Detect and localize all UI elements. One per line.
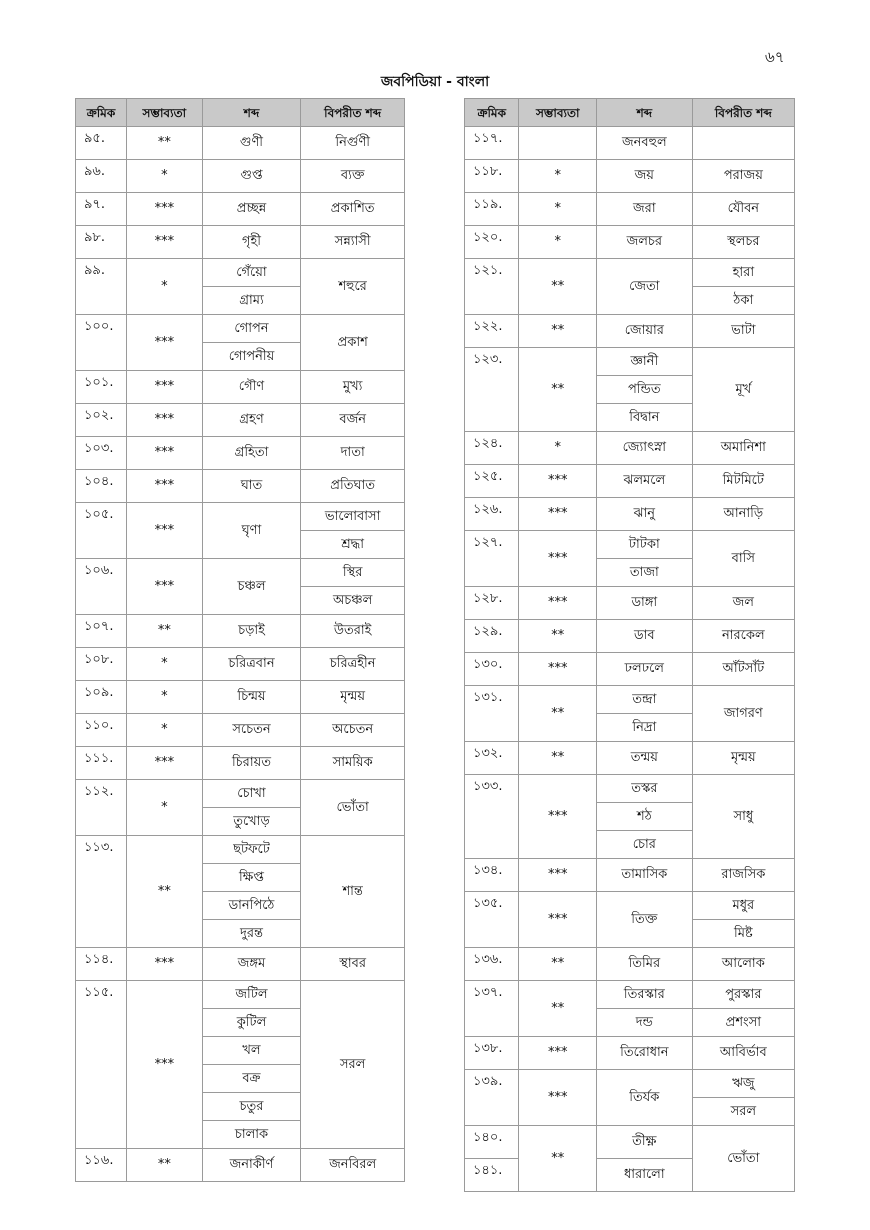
word-cell: গৌণ — [202, 371, 301, 404]
antonym-cell: অচেতন — [301, 714, 405, 747]
probability-cell: *** — [126, 371, 202, 404]
word-cell: জরা — [596, 193, 692, 226]
table-row — [76, 259, 405, 287]
serial-cell: ১২৮. — [465, 587, 519, 620]
page-title: জবপিডিয়া - বাংলা — [380, 74, 490, 90]
word-cell: জেতা — [596, 259, 692, 315]
antonym-cell: রাজসিক — [692, 859, 794, 892]
antonym-cell: আঁটসাঁট — [692, 653, 794, 686]
serial-cell: ১৩৯. — [465, 1070, 519, 1126]
antonym-cell: চরিত্রহীন — [301, 648, 405, 681]
serial-cell: ১১৪. — [76, 948, 127, 981]
word-cell: জনাকীর্ণ — [202, 1149, 301, 1182]
word-cell: চিন্ময় — [202, 681, 301, 714]
word-cell: চালাক — [202, 1121, 301, 1149]
probability-cell: *** — [519, 1070, 597, 1126]
header-serial: ক্রমিক — [465, 99, 519, 127]
antonym-cell: ঋজু — [692, 1070, 794, 1098]
probability-cell: *** — [519, 775, 597, 859]
word-cell: জঙ্গম — [202, 948, 301, 981]
header-serial: ক্রমিক — [76, 99, 127, 127]
table-row — [465, 465, 795, 498]
table-row — [76, 981, 405, 1009]
antonym-cell: সরল — [692, 1098, 794, 1126]
probability-cell: ** — [519, 981, 597, 1037]
probability-cell: ** — [519, 315, 597, 348]
table-row — [465, 498, 795, 531]
table-row — [465, 742, 795, 775]
word-cell: জয় — [596, 160, 692, 193]
table-row — [465, 1126, 795, 1159]
probability-cell — [519, 127, 597, 160]
table-row — [76, 559, 405, 587]
serial-cell: ১১০. — [76, 714, 127, 747]
word-cell: চোর — [596, 831, 692, 859]
word-cell: ডানপিঠে — [202, 892, 301, 920]
probability-cell: ** — [519, 620, 597, 653]
word-cell: চঞ্চল — [202, 559, 301, 615]
antonym-cell: জাগরণ — [692, 686, 794, 742]
serial-cell: ১০৩. — [76, 437, 127, 470]
word-cell: খল — [202, 1037, 301, 1065]
word-cell: জ্যোৎস্না — [596, 432, 692, 465]
serial-cell: ১৪০. — [465, 1126, 519, 1159]
serial-cell: ১৩১. — [465, 686, 519, 742]
table-row — [76, 615, 405, 648]
word-cell: চোখা — [202, 780, 301, 808]
antonym-cell: শ্রদ্ধা — [301, 531, 405, 559]
serial-cell: ১২৯. — [465, 620, 519, 653]
antonym-cell: মৃন্ময় — [301, 681, 405, 714]
table-row — [465, 1037, 795, 1070]
table-row — [465, 315, 795, 348]
probability-cell: ** — [519, 1126, 597, 1192]
probability-cell: ** — [519, 948, 597, 981]
probability-cell: * — [126, 648, 202, 681]
word-cell: চড়াই — [202, 615, 301, 648]
table-row — [76, 836, 405, 864]
word-cell: গুণী — [202, 127, 301, 160]
antonym-table-left — [75, 98, 405, 1182]
word-cell: গোপনীয় — [202, 343, 301, 371]
header-probability: সম্ভাব্যতা — [126, 99, 202, 127]
antonym-cell: ভোঁতা — [301, 780, 405, 836]
word-cell: ঘৃণা — [202, 503, 301, 559]
serial-cell: ১২৪. — [465, 432, 519, 465]
serial-cell: ১১৯. — [465, 193, 519, 226]
probability-cell: *** — [126, 226, 202, 259]
word-cell: গেঁয়ো — [202, 259, 301, 287]
table-row — [465, 531, 795, 559]
word-cell: তুখোড় — [202, 808, 301, 836]
serial-cell: ১৩০. — [465, 653, 519, 686]
word-cell: ক্ষিপ্ত — [202, 864, 301, 892]
table-row — [465, 620, 795, 653]
probability-cell: *** — [126, 470, 202, 503]
word-cell: ঘাত — [202, 470, 301, 503]
table-row — [76, 1149, 405, 1182]
word-cell: শঠ — [596, 803, 692, 831]
table-row — [465, 981, 795, 1009]
serial-cell: ১২৫. — [465, 465, 519, 498]
table-row — [76, 780, 405, 808]
probability-cell: *** — [126, 404, 202, 437]
serial-cell: ৯৬. — [76, 160, 127, 193]
word-cell: বক্র — [202, 1065, 301, 1093]
table-row — [465, 259, 795, 287]
serial-cell: ১০৪. — [76, 470, 127, 503]
serial-cell: ১০৬. — [76, 559, 127, 615]
antonym-cell: নারকেল — [692, 620, 794, 653]
probability-cell: ** — [519, 259, 597, 315]
antonym-cell: যৌবন — [692, 193, 794, 226]
probability-cell: ** — [126, 127, 202, 160]
antonym-cell: পুরস্কার — [692, 981, 794, 1009]
word-cell: ধারালো — [596, 1159, 692, 1192]
table-row — [465, 892, 795, 920]
serial-cell: ৯৫. — [76, 127, 127, 160]
probability-cell: ** — [519, 348, 597, 432]
antonym-cell: শহুরে — [301, 259, 405, 315]
table-row — [465, 859, 795, 892]
serial-cell: ১৩৭. — [465, 981, 519, 1037]
serial-cell: ১১৭. — [465, 127, 519, 160]
header-antonym: বিপরীত শব্দ — [301, 99, 405, 127]
table-row — [465, 160, 795, 193]
table-row — [76, 948, 405, 981]
probability-cell: * — [519, 432, 597, 465]
serial-cell: ১০৫. — [76, 503, 127, 559]
probability-cell: *** — [519, 859, 597, 892]
antonym-cell: ঠকা — [692, 287, 794, 315]
word-cell: তন্দ্রা — [596, 686, 692, 714]
probability-cell: *** — [519, 1037, 597, 1070]
antonym-cell: আলোক — [692, 948, 794, 981]
word-cell: জলচর — [596, 226, 692, 259]
antonym-cell: জল — [692, 587, 794, 620]
serial-cell: ১০১. — [76, 371, 127, 404]
serial-cell: ১১৮. — [465, 160, 519, 193]
serial-cell: ১২১. — [465, 259, 519, 315]
probability-cell: *** — [126, 193, 202, 226]
antonym-cell: ভোঁতা — [692, 1126, 794, 1192]
word-cell: তাজা — [596, 559, 692, 587]
word-cell: গুপ্ত — [202, 160, 301, 193]
serial-cell: ১১৩. — [76, 836, 127, 948]
word-cell: তস্কর — [596, 775, 692, 803]
header-word: শব্দ — [596, 99, 692, 127]
probability-cell: ** — [126, 1149, 202, 1182]
antonym-cell: সন্ন্যাসী — [301, 226, 405, 259]
antonym-cell: ভালোবাসা — [301, 503, 405, 531]
probability-cell: * — [126, 259, 202, 315]
word-cell: চিরায়ত — [202, 747, 301, 780]
word-cell: গ্রহণ — [202, 404, 301, 437]
table-row — [465, 948, 795, 981]
word-cell: গ্রহিতা — [202, 437, 301, 470]
probability-cell: * — [519, 193, 597, 226]
table-row — [465, 193, 795, 226]
antonym-cell: হারা — [692, 259, 794, 287]
antonym-cell: অচঞ্চল — [301, 587, 405, 615]
antonym-cell: অমানিশা — [692, 432, 794, 465]
serial-cell: ১০০. — [76, 315, 127, 371]
table-row — [465, 686, 795, 714]
antonym-cell: আবির্ভাব — [692, 1037, 794, 1070]
antonym-cell: স্থলচর — [692, 226, 794, 259]
table-row — [76, 470, 405, 503]
word-cell: ঝলমলে — [596, 465, 692, 498]
table-row — [465, 127, 795, 160]
serial-cell: ৯৯. — [76, 259, 127, 315]
probability-cell: * — [519, 160, 597, 193]
word-cell: জনবহুল — [596, 127, 692, 160]
antonym-cell — [692, 127, 794, 160]
table-header-row — [465, 99, 795, 127]
word-cell: জ্ঞানী — [596, 348, 692, 376]
serial-cell: ১৩৬. — [465, 948, 519, 981]
table-row — [76, 127, 405, 160]
table-row — [465, 226, 795, 259]
word-cell: ডাব — [596, 620, 692, 653]
serial-cell: ১০৭. — [76, 615, 127, 648]
antonym-cell: প্রকাশ — [301, 315, 405, 371]
word-cell: বিদ্বান — [596, 404, 692, 432]
word-cell: তিমির — [596, 948, 692, 981]
serial-cell: ১১৫. — [76, 981, 127, 1149]
word-cell: তিক্ত — [596, 892, 692, 948]
serial-cell: ১৩৮. — [465, 1037, 519, 1070]
word-cell: দুরন্ত — [202, 920, 301, 948]
antonym-cell: সাধু — [692, 775, 794, 859]
table-header-row — [76, 99, 405, 127]
probability-cell: *** — [126, 948, 202, 981]
page-number: ৬৭ — [765, 48, 785, 66]
serial-cell: ১৩৫. — [465, 892, 519, 948]
table-row — [76, 160, 405, 193]
serial-cell: ১৩৩. — [465, 775, 519, 859]
table-row — [76, 404, 405, 437]
word-cell: জটিল — [202, 981, 301, 1009]
serial-cell: ১২৭. — [465, 531, 519, 587]
word-cell: গোপন — [202, 315, 301, 343]
table-row — [76, 714, 405, 747]
probability-cell: * — [126, 780, 202, 836]
word-cell: জোয়ার — [596, 315, 692, 348]
word-cell: পন্ডিত — [596, 376, 692, 404]
probability-cell: ** — [519, 742, 597, 775]
antonym-cell: বর্জন — [301, 404, 405, 437]
word-cell: তন্ময় — [596, 742, 692, 775]
antonym-cell: নির্গুণী — [301, 127, 405, 160]
antonym-cell: দাতা — [301, 437, 405, 470]
word-cell: চরিত্রবান — [202, 648, 301, 681]
probability-cell: *** — [519, 465, 597, 498]
probability-cell: *** — [126, 315, 202, 371]
serial-cell: ১৩৪. — [465, 859, 519, 892]
antonym-cell: ব্যক্ত — [301, 160, 405, 193]
antonym-cell: স্থাবর — [301, 948, 405, 981]
probability-cell: *** — [519, 531, 597, 587]
antonym-cell: সরল — [301, 981, 405, 1149]
probability-cell: * — [519, 226, 597, 259]
antonym-cell: প্রশংসা — [692, 1009, 794, 1037]
word-cell: তির্যক — [596, 1070, 692, 1126]
word-cell: ঢলঢলে — [596, 653, 692, 686]
probability-cell: *** — [126, 559, 202, 615]
table-row — [465, 653, 795, 686]
probability-cell: * — [126, 160, 202, 193]
serial-cell: ১১৬. — [76, 1149, 127, 1182]
antonym-cell: বাসি — [692, 531, 794, 587]
table-row — [76, 193, 405, 226]
probability-cell: *** — [519, 653, 597, 686]
probability-cell: *** — [519, 892, 597, 948]
serial-cell: ১১২. — [76, 780, 127, 836]
serial-cell: ১০২. — [76, 404, 127, 437]
probability-cell: *** — [126, 747, 202, 780]
serial-cell: ১২০. — [465, 226, 519, 259]
table-row — [76, 226, 405, 259]
antonym-cell: মূর্খ — [692, 348, 794, 432]
table-row — [76, 315, 405, 343]
probability-cell: ** — [126, 836, 202, 948]
header-probability: সম্ভাব্যতা — [519, 99, 597, 127]
table-row — [76, 681, 405, 714]
antonym-cell: জনবিরল — [301, 1149, 405, 1182]
serial-cell: ১৩২. — [465, 742, 519, 775]
antonym-cell: মুখ্য — [301, 371, 405, 404]
antonym-cell: পরাজয় — [692, 160, 794, 193]
word-cell: তীক্ষ্ণ — [596, 1126, 692, 1159]
probability-cell: *** — [126, 437, 202, 470]
word-cell: কুটিল — [202, 1009, 301, 1037]
word-cell: দন্ড — [596, 1009, 692, 1037]
probability-cell: ** — [519, 686, 597, 742]
probability-cell: *** — [126, 503, 202, 559]
table-row — [465, 587, 795, 620]
probability-cell: ** — [126, 615, 202, 648]
serial-cell: ৯৮. — [76, 226, 127, 259]
word-cell: গ্রাম্য — [202, 287, 301, 315]
probability-cell: * — [126, 681, 202, 714]
word-cell: সচেতন — [202, 714, 301, 747]
antonym-cell: উতরাই — [301, 615, 405, 648]
word-cell: ছটফটে — [202, 836, 301, 864]
word-cell: তিরোধান — [596, 1037, 692, 1070]
antonym-cell: প্রতিঘাত — [301, 470, 405, 503]
word-cell: টাটকা — [596, 531, 692, 559]
word-cell: ঝানু — [596, 498, 692, 531]
table-row — [76, 371, 405, 404]
table-row — [76, 747, 405, 780]
serial-cell: ৯৭. — [76, 193, 127, 226]
antonym-cell: আনাড়ি — [692, 498, 794, 531]
word-cell: চতুর — [202, 1093, 301, 1121]
antonym-cell: মধুর — [692, 892, 794, 920]
word-cell: প্রচ্ছন্ন — [202, 193, 301, 226]
antonym-cell: ভাটা — [692, 315, 794, 348]
word-cell: ডাঙ্গা — [596, 587, 692, 620]
table-row — [76, 503, 405, 531]
probability-cell: * — [126, 714, 202, 747]
serial-cell: ১১১. — [76, 747, 127, 780]
word-cell: তামাসিক — [596, 859, 692, 892]
serial-cell: ১০৮. — [76, 648, 127, 681]
table-row — [76, 648, 405, 681]
probability-cell: *** — [126, 981, 202, 1149]
antonym-cell: শান্ত — [301, 836, 405, 948]
word-cell: গৃহী — [202, 226, 301, 259]
antonym-cell: মৃন্ময় — [692, 742, 794, 775]
serial-cell: ১৪১. — [465, 1159, 519, 1192]
table-row — [465, 1070, 795, 1098]
table-row — [76, 437, 405, 470]
header-antonym: বিপরীত শব্দ — [692, 99, 794, 127]
word-cell: তিরস্কার — [596, 981, 692, 1009]
antonym-cell: সাময়িক — [301, 747, 405, 780]
header-word: শব্দ — [202, 99, 301, 127]
probability-cell: *** — [519, 587, 597, 620]
antonym-cell: মিষ্ট — [692, 920, 794, 948]
probability-cell: *** — [519, 498, 597, 531]
table-row — [465, 348, 795, 376]
antonym-table-right — [464, 98, 795, 1192]
serial-cell: ১২২. — [465, 315, 519, 348]
table-row — [465, 775, 795, 803]
table-row — [465, 432, 795, 465]
antonym-cell: মিটমিটে — [692, 465, 794, 498]
antonym-cell: প্রকাশিত — [301, 193, 405, 226]
serial-cell: ১০৯. — [76, 681, 127, 714]
word-cell: নিদ্রা — [596, 714, 692, 742]
serial-cell: ১২৩. — [465, 348, 519, 432]
serial-cell: ১২৬. — [465, 498, 519, 531]
antonym-cell: স্থির — [301, 559, 405, 587]
